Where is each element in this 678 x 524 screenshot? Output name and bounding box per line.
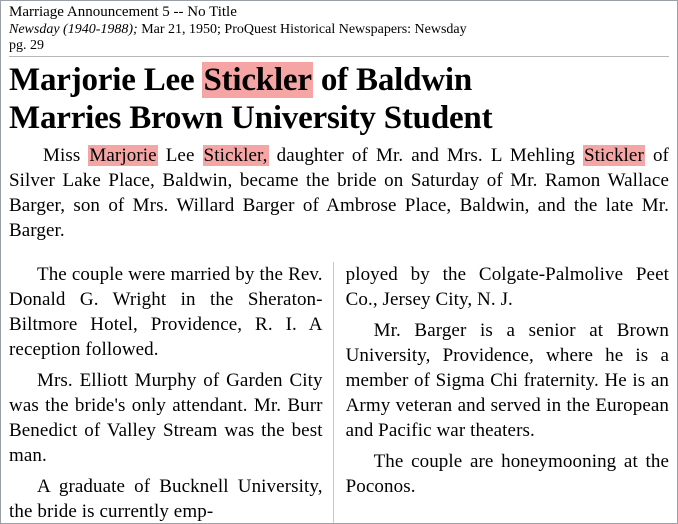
lede-seg-3: daughter of Mr. and Mrs. L Mehling bbox=[268, 145, 583, 166]
lede-seg-4: of Silver Lake Place, Baldwin, became the bride on Saturday of Mr. Ramon Wallace Barger, son of Mrs. Willard Barger of Ambrose Place, Baldwin, and the late Mr. Barger. bbox=[9, 145, 669, 241]
document-page-number: pg. 29 bbox=[9, 38, 44, 53]
article-body bbox=[1, 57, 677, 524]
paragraph-text: Mrs. Elliott Murphy of Garden City was the bride's only attendant. Mr. Burr Benedict of Valley Stream was the best man. bbox=[9, 370, 323, 466]
headline-line-2: Marries Brown University Student bbox=[9, 100, 493, 136]
paragraph bbox=[346, 318, 669, 443]
lede-highlight-stickler-1: Stickler, bbox=[203, 145, 268, 166]
document-title: Marriage Announcement 5 -- No Title bbox=[9, 4, 237, 20]
article-column-left bbox=[9, 262, 334, 524]
lede-seg-1: Miss bbox=[43, 145, 89, 166]
paragraph bbox=[9, 368, 323, 468]
headline-text-before: Marjorie Lee bbox=[9, 62, 203, 98]
paragraph bbox=[346, 262, 669, 312]
lede-highlight-stickler-2: Stickler bbox=[584, 145, 644, 166]
paragraph-text: The couple are honeymooning at the Poconos. bbox=[345, 451, 669, 497]
headline-highlight-stickler: Stickler bbox=[203, 62, 312, 98]
headline-line-1 bbox=[9, 61, 669, 99]
paragraph bbox=[9, 474, 323, 524]
paragraph-text: ployed by the Colgate-Palmolive Peet Co., Jersey City, N. J. bbox=[345, 264, 669, 310]
article-lede-paragraph bbox=[9, 143, 669, 243]
paragraph-text: The couple were married by the Rev. Donald G. Wright in the Sheraton-Biltmore Hotel, Providence, R. I. A reception followed. bbox=[9, 264, 323, 360]
paragraph bbox=[346, 449, 669, 499]
lede-seg-2: Lee bbox=[157, 145, 203, 166]
paragraph-text: Mr. Barger is a senior at Brown University, Providence, where he is a member of Sigma Chi fraternity. He is an Army veteran and served in the European and Pacific war theaters. bbox=[345, 320, 669, 441]
lede-highlight-marjorie: Marjorie bbox=[89, 145, 157, 166]
citation-publication: Newsday (1940-1988); bbox=[9, 22, 138, 37]
document-header bbox=[1, 1, 677, 57]
citation-details: Mar 21, 1950; ProQuest Historical Newspapers: Newsday bbox=[137, 22, 467, 37]
paragraph-text: A graduate of Bucknell University, the bride is currently emp- bbox=[9, 476, 323, 522]
article-columns bbox=[9, 262, 669, 524]
article-column-right bbox=[334, 262, 669, 524]
document-citation bbox=[9, 21, 669, 38]
paragraph bbox=[9, 262, 323, 362]
article-headline bbox=[9, 61, 669, 137]
headline-text-after: of Baldwin bbox=[312, 62, 473, 98]
